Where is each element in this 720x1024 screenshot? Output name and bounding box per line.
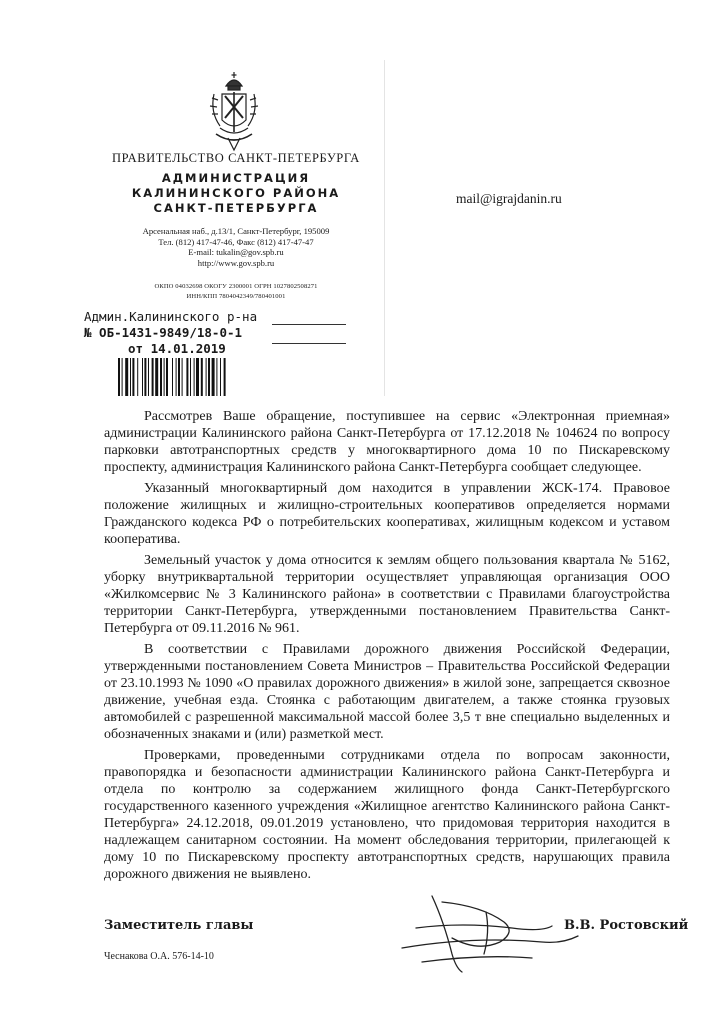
codes-line: ОКПО 04032698 ОКОГУ 2300001 ОГРН 1027802508271 <box>154 283 318 290</box>
spb-coat-of-arms-icon <box>206 72 262 152</box>
scan-shadow <box>384 60 385 396</box>
administration-name <box>104 171 368 216</box>
administration-line: КАЛИНИНСКОГО РАЙОНА <box>131 186 341 200</box>
blank-line <box>272 343 346 344</box>
barcode-icon <box>118 358 258 396</box>
administration-line: САНКТ-ПЕТЕРБУРГА <box>153 201 319 215</box>
signatory-title: Заместитель главы <box>104 918 254 933</box>
registration-codes <box>98 282 374 301</box>
handwritten-signature-icon <box>392 892 582 974</box>
registration-stamp <box>84 309 262 357</box>
paragraph: В соответствии с Правилами дорожного движения Российской Федерации, утвержденными постановлением Совета Министров – Правительства Российской Федерации от 23.10.1993 № 1090 «О правилах дорожного движения» в жилой зоне, запрещается сквозное движение, учебная езда. Стоянка с работающим двигателем, а также стоянка грузовых автомобилей с разрешенной максимальной массой более 3,5 т вне специально выделенных и обозначенных знаками и (или) разметкой мест. <box>104 642 670 742</box>
paragraph: Проверками, проведенными сотрудниками отдела по вопросам законности, правопорядка и безопасности администрации Калининского района Санкт-Петербурга и отдела по контролю за содержанием жилищного фонда Санкт-Петербургского государственного казенного учреждения «Жилищное агентство Калининского района Санкт-Петербурга» 24.12.2018, 09.01.2019 установлено, что придомовая территория находится в надлежащем санитарном состоянии. На момент обследования территории, прилегающей к дому 10 по Пискаревскому проспекту автотранспортных средств, нарушающих правила дорожного движения не выявлено. <box>104 748 670 882</box>
paragraph: Указанный многоквартирный дом находится в управлении ЖСК-174. Правовое положение жилищных и жилищно-строительных кооперативов определяется нормами Гражданского кодекса РФ о потребительских кооперативах, жилищным кодексом и уставом кооператива. <box>104 481 670 547</box>
administration-line: АДМИНИСТРАЦИЯ <box>161 171 311 185</box>
stamp-date: от 14.01.2019 <box>128 341 226 356</box>
executor-info: Чеснакова О.А. 576-14-10 <box>104 951 214 962</box>
stamp-line: Админ.Калининского р-на <box>84 309 258 324</box>
blank-line <box>272 324 346 325</box>
codes-line: ИНН/КПП 7804042349/780401001 <box>186 292 286 300</box>
paragraph: Земельный участок у дома относится к землям общего пользования квартала № 5162, уборку внутриквартальной территории осуществляет управляющая организация ООО «Жилкомсервис № 3 Калининского района» в соответствии с Правилами благоустройства территории Санкт-Петербурга, утвержденными постановлением Правительства Санкт-Петербурга от 09.11.2016 № 961. <box>104 553 670 636</box>
email-line: E-mail: tukalin@gov.spb.ru <box>188 247 284 258</box>
phone-line: Тел. (812) 417-47-46, Факс (812) 417-47-47 <box>158 236 314 247</box>
paragraph: Рассмотрев Ваше обращение, поступившее на сервис «Электронная приемная» администрации Калининского района Санкт-Петербурга от 17.12.2018 № 104624 по вопросу парковки автотранспортных средств у многоквартирного дома 10 по Пискаревскому проспекту, администрация Калининского района Санкт-Петербурга сообщает следующее. <box>104 409 670 475</box>
address-line: Арсенальная наб., д.13/1, Санкт-Петербург, 195009 <box>142 226 330 236</box>
website-line: http://www.gov.spb.ru <box>197 257 275 268</box>
government-name: ПРАВИТЕЛЬСТВО САНКТ-ПЕТЕРБУРГА <box>112 151 360 165</box>
address-block <box>104 226 368 268</box>
recipient-email: mail@igrajdanin.ru <box>456 191 562 206</box>
stamp-number: № ОБ-1431-9849/18-0-1 <box>84 325 243 340</box>
signatory-name: В.В. Ростовский <box>564 918 689 933</box>
letter-body <box>104 408 670 887</box>
